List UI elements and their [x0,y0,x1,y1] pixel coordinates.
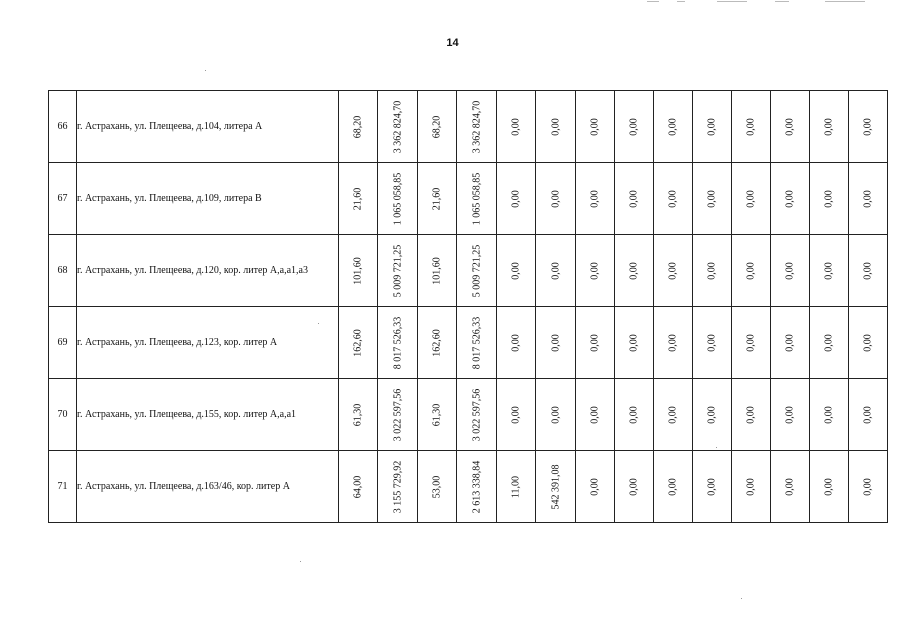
value-cell [457,235,497,307]
value-cell [497,163,536,235]
value-cell [654,235,693,307]
cell-value: 3 362 824,70 [471,100,482,153]
row-number: 66 [49,91,77,163]
cell-value: 162,60 [431,328,443,357]
value-cell [849,379,888,451]
cell-value: 0,00 [823,261,835,280]
value-cell [378,235,418,307]
cell-value: 3 022 597,56 [392,388,403,441]
cell-value: 3 155 729,92 [392,460,403,513]
value-cell [849,235,888,307]
cell-value: 0,00 [784,333,796,352]
value-cell [771,235,810,307]
cell-value: 68,20 [352,115,364,138]
value-cell [576,235,615,307]
value-cell [732,163,771,235]
cell-value: 0,00 [667,261,679,280]
value-cell [497,307,536,379]
value-cell [576,163,615,235]
value-cell [693,235,732,307]
value-cell [771,91,810,163]
value-cell [654,379,693,451]
cell-value: 0,00 [823,117,835,136]
cell-value: 5 009 721,25 [471,244,482,297]
cell-value: 0,00 [510,261,522,280]
value-cell [339,91,378,163]
value-cell [339,163,378,235]
cell-value: 68,20 [431,115,443,138]
cell-value: 21,60 [352,187,364,210]
cell-value: 0,00 [550,117,561,136]
row-number: 71 [49,451,77,523]
value-cell [457,451,497,523]
cell-value: 0,00 [628,333,640,352]
value-cell [615,235,654,307]
value-cell [418,379,457,451]
cell-value: 0,00 [706,189,718,208]
value-cell [497,379,536,451]
cell-value: 0,00 [823,405,835,424]
value-cell [810,451,849,523]
value-cell [732,91,771,163]
table-row [49,307,888,379]
cell-value: 0,00 [784,477,796,496]
cell-value: 1 065 058,85 [392,172,403,225]
value-cell [693,163,732,235]
cell-value: 3 022 597,56 [471,388,482,441]
address-cell: г. Астрахань, ул. Плещеева, д.163/46, кор. литер А [77,451,339,523]
value-cell [732,379,771,451]
scan-speck [716,447,717,448]
cell-value: 61,30 [352,403,364,426]
row-number: 68 [49,235,77,307]
cell-value: 64,00 [352,475,364,498]
value-cell [654,163,693,235]
cell-value: 0,00 [589,333,601,352]
value-cell [810,307,849,379]
value-cell [418,307,457,379]
address-cell: г. Астрахань, ул. Плещеева, д.155, кор. литер А,а,а1 [77,379,339,451]
value-cell [536,235,576,307]
cell-value: 0,00 [745,189,757,208]
cell-value: 0,00 [510,405,522,424]
cell-value: 0,00 [550,405,561,424]
cell-value: 0,00 [823,333,835,352]
value-cell [536,307,576,379]
cell-value: 0,00 [706,333,718,352]
value-cell [378,451,418,523]
value-cell [418,91,457,163]
value-cell [615,379,654,451]
value-cell [576,307,615,379]
value-cell [418,451,457,523]
value-cell [457,91,497,163]
cell-value: 0,00 [589,261,601,280]
cell-value: 101,60 [431,256,443,285]
value-cell [849,451,888,523]
value-cell [810,379,849,451]
value-cell [457,379,497,451]
cell-value: 0,00 [589,477,601,496]
cell-value: 0,00 [510,333,522,352]
cell-value: 21,60 [431,187,443,210]
cell-value: 0,00 [784,405,796,424]
table-row [49,379,888,451]
cell-value: 0,00 [628,405,640,424]
value-cell [771,379,810,451]
cell-value: 0,00 [510,189,522,208]
value-cell [771,307,810,379]
address-cell: г. Астрахань, ул. Плещеева, д.120, кор. литер А,а,а1,а3 [77,235,339,307]
value-cell [771,451,810,523]
cell-value: 0,00 [628,477,640,496]
value-cell [536,451,576,523]
cell-value: 0,00 [628,261,640,280]
cell-value: 0,00 [706,405,718,424]
row-number: 67 [49,163,77,235]
cell-value: 0,00 [862,333,874,352]
cell-value: 61,30 [431,403,443,426]
table-row [49,235,888,307]
value-cell [418,235,457,307]
cell-value: 3 362 824,70 [392,100,403,153]
page-number: 14 [446,37,459,49]
value-cell [693,91,732,163]
value-cell [849,163,888,235]
cell-value: 0,00 [862,477,874,496]
value-cell [536,91,576,163]
cell-value: 162,60 [352,328,364,357]
cell-value: 0,00 [667,189,679,208]
cell-value: 0,00 [706,117,718,136]
value-cell [615,451,654,523]
cell-value: 0,00 [667,405,679,424]
scan-speck [741,598,742,599]
cell-value: 0,00 [823,189,835,208]
cell-value: 0,00 [784,189,796,208]
value-cell [457,307,497,379]
value-cell [615,91,654,163]
value-cell [693,307,732,379]
value-cell [693,451,732,523]
address-cell: г. Астрахань, ул. Плещеева, д.123, кор. литер А [77,307,339,379]
cell-value: 0,00 [550,333,561,352]
value-cell [378,379,418,451]
cell-value: 0,00 [706,477,718,496]
cell-value: 0,00 [706,261,718,280]
row-number: 69 [49,307,77,379]
cell-value: 0,00 [667,117,679,136]
table-row [49,451,888,523]
table-row [49,91,888,163]
value-cell [497,451,536,523]
value-cell [693,379,732,451]
value-cell [378,91,418,163]
cell-value: 0,00 [745,333,757,352]
cell-value: 0,00 [862,117,874,136]
cell-value: 542 391,08 [550,464,561,509]
address-cell: г. Астрахань, ул. Плещеева, д.109, литера В [77,163,339,235]
cell-value: 0,00 [745,477,757,496]
cell-value: 0,00 [784,117,796,136]
scan-speck [318,323,319,324]
registry-table [48,90,888,523]
cell-value: 0,00 [589,405,601,424]
cell-value: 0,00 [628,189,640,208]
cell-value: 53,00 [431,475,443,498]
cell-value: 101,60 [352,256,364,285]
cell-value: 0,00 [745,117,757,136]
value-cell [418,163,457,235]
value-cell [810,91,849,163]
value-cell [810,235,849,307]
cell-value: 0,00 [589,189,601,208]
value-cell [536,163,576,235]
value-cell [732,235,771,307]
value-cell [378,307,418,379]
value-cell [339,307,378,379]
cell-value: 2 613 338,84 [471,460,482,513]
cell-value: 0,00 [745,405,757,424]
value-cell [849,307,888,379]
value-cell [849,91,888,163]
value-cell [771,163,810,235]
value-cell [654,451,693,523]
value-cell [576,379,615,451]
value-cell [576,91,615,163]
table-row [49,163,888,235]
cell-value: 8 017 526,33 [471,316,482,369]
cell-value: 1 065 058,85 [471,172,482,225]
value-cell [615,163,654,235]
value-cell [497,91,536,163]
cell-value: 0,00 [784,261,796,280]
value-cell [732,451,771,523]
value-cell [654,307,693,379]
cell-value: 0,00 [745,261,757,280]
cell-value: 0,00 [589,117,601,136]
value-cell [378,163,418,235]
value-cell [339,379,378,451]
cell-value: 0,00 [667,333,679,352]
cell-value: 5 009 721,25 [392,244,403,297]
scan-speck [300,561,301,562]
cell-value: 0,00 [550,261,561,280]
value-cell [497,235,536,307]
value-cell [339,235,378,307]
value-cell [810,163,849,235]
cell-value: 0,00 [628,117,640,136]
value-cell [615,307,654,379]
address-cell: г. Астрахань, ул. Плещеева, д.104, литера А [77,91,339,163]
cell-value: 8 017 526,33 [392,316,403,369]
cell-value: 0,00 [510,117,522,136]
cell-value: 0,00 [550,189,561,208]
row-number: 70 [49,379,77,451]
cell-value: 0,00 [862,189,874,208]
scan-speck [205,70,206,71]
cell-value: 0,00 [823,477,835,496]
scan-artifacts [647,0,887,4]
value-cell [732,307,771,379]
cell-value: 11,00 [510,475,522,498]
cell-value: 0,00 [862,261,874,280]
value-cell [339,451,378,523]
value-cell [457,163,497,235]
cell-value: 0,00 [862,405,874,424]
value-cell [576,451,615,523]
cell-value: 0,00 [667,477,679,496]
table-body [49,91,888,523]
value-cell [654,91,693,163]
value-cell [536,379,576,451]
